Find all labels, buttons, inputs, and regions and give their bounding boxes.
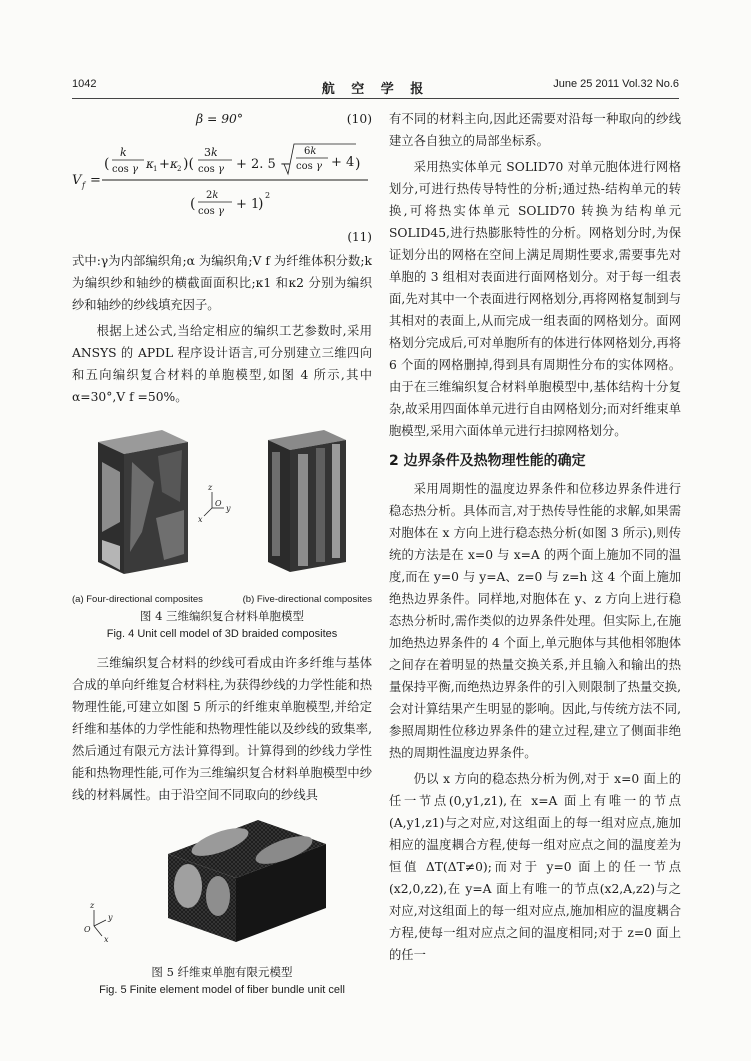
svg-text:x: x [104,935,109,944]
paragraph: 采用周期性的温度边界条件和位移边界条件进行稳态热分析。具体而言,对于热传导性能的求解,如果需对胞体在 x 方向上进行稳态热分析(如图 3 所示),则传统的方法是在 x=0 与 x=A 的两个面上施加不同的温度,而在 y=0 与 y=A、z=0 与 z=h 这 4 个面上施加绝热边界条件。同样地,对胞体在 y、z 方向上进行稳态热分析时,需作类似的边界条件处理。但实际上,在施加绝热边界条件的 4 个面上,单元胞体与其他相邻胞体之间存在着明显的热量交换关系,并且输入和输出的热量保持平衡,而绝热边界条件的引入则限制了热量交换,会对计算结果产生明显的影响。因此,与传统方法不同,参照周期性位移边界条件的建立过程,建立了侧面非绝热的周期性温度边界条件。 [389,482,681,760]
svg-text:(: ( [104,156,110,172]
paragraph: 三维编织复合材料的纱线可看成由许多纤维与基体合成的单向纤维复合材料柱,为获得纱线的力学性能和热物理性能,可建立如图 5 所示的纤维束单胞模型,并给定纤维和基体的力学性能和热物理性能以及纱线的致集率,然后通过有限元方法计算得到。计算得到的纱线力学性能和热物理性能,可作为三维编织复合材料单胞模型中纱线的材料属性。由于沿空间不同取向的纱线具 [72,656,372,802]
paragraph: 根据上述公式,当给定相应的编织工艺参数时,采用 ANSYS 的 APDL 程序设计语言,可分别建立三维四向和五向编织复合材料的单胞模型,如图 4 所示,其中 α=30°,V f =50%。 [72,324,372,404]
figure-5 [72,816,372,996]
svg-text:2: 2 [265,191,271,200]
svg-text:κ: κ [146,157,154,171]
fig5-caption-en: Fig. 5 Finite element model of fiber bundle unit cell [99,984,345,996]
svg-text:1: 1 [153,165,158,173]
left-column [72,108,372,996]
fiber-bundle-block [168,820,326,942]
svg-text:cos γ: cos γ [296,161,322,172]
journal-title: 航 空 学 报 [321,82,430,97]
svg-text:y: y [226,504,231,513]
fig4-subcaption-a: (a) Four-directional composites [72,594,203,605]
figure-4 [72,422,372,644]
svg-text:x: x [198,515,203,524]
equation-11-formula [72,130,372,250]
svg-text:f: f [82,181,85,190]
paragraph: 采用热实体单元 SOLID70 对单元胞体进行网格划分,可进行热传导特性的分析;通过热-结构单元的转换,可将热实体单元 SOLID70 转换为结构单元 SOLID45,进行热膨胀特性的分析。网格划分时,为保证划分出的网格在空间上满足周期性要求,需要事先对单胞的 3 组相对表面进行面网格划分。对于每一组表面,先对其中一个表面进行网格划分,再将网格复制到与其相对的表面上,从而完成一组表面的网格划分。面网格划分完成后,可对单胞所有的体进行体网格划分,再将 6 个面的网格删掉,得到具有周期性分布的实体网格。由于在三维编织复合材料单胞模型中,基体结构十分复杂,故采用四面体单元进行自由网格划分;而对纤维束单胞模型,采用六面体单元进行扫掠网格划分。 [389,160,681,438]
page-header [72,76,679,99]
paragraph: 式中:γ为内部编织角;α 为编织角;V f 为纤维体积分数;k 为编织纱和轴纱的横截面面积比;κ1 和κ2 分别为编织纱和轴纱的纱线填充因子。 [72,254,372,312]
svg-text:2: 2 [177,165,182,173]
equation-10-number: (10) [346,112,372,126]
svg-text:(: ( [190,196,196,212]
fiber-bundle-model-image [72,816,372,956]
five-directional-model [268,430,346,572]
right-column [389,108,681,966]
svg-text:=: = [90,173,101,188]
svg-text:cos γ: cos γ [198,206,224,217]
svg-text:z: z [90,901,95,910]
equation-11-lhs: V [72,173,82,188]
svg-text:)(: )( [183,156,194,172]
fig4-caption-en: Fig. 4 Unit cell model of 3D braided composites [106,628,338,640]
unit-cell-models-image [72,422,372,582]
fig4-caption-cn: 图 4 三维编织复合材料单胞模型 [139,609,305,623]
svg-text:cos γ: cos γ [198,164,224,175]
equation-11-number: (11) [347,230,372,244]
equation-10 [72,108,372,130]
svg-text:2k: 2k [206,190,219,201]
equation-10-body: β = 90° [196,112,244,126]
svg-text:O: O [84,925,91,934]
svg-text:+ 4: + 4 [331,155,355,170]
paragraph: 有不同的材料主向,因此还需要对沿每一种取向的纱线建立各自独立的局部坐标系。 [389,112,681,148]
svg-text:O: O [215,499,222,508]
section-heading: 2 边界条件及热物理性能的确定 [389,453,586,469]
fig4-subcaption-b: (b) Five-directional composites [242,594,372,605]
svg-text:+: + [159,157,170,172]
svg-text:+ 2. 5 −: + 2. 5 − [236,157,291,172]
svg-text:k: k [120,146,127,159]
svg-text:): ) [355,156,361,172]
svg-text:): ) [258,196,264,212]
fig5-caption-cn: 图 5 纤维束单胞有限元模型 [151,965,293,979]
svg-text:κ: κ [170,157,178,171]
svg-text:y: y [108,913,113,922]
svg-text:6k: 6k [304,146,317,157]
svg-text:z: z [208,483,213,492]
equation-11 [72,130,372,250]
issue-date: June 25 2011 Vol.32 No.6 [553,78,679,90]
paragraph: 仍以 x 方向的稳态热分析为例,对于 x=0 面上的任一节点(0,y1,z1),在 x=A 面上有唯一的节点(A,y1,z1)与之对应,对这组面上的每一组对应点,施加相应的温度耦合方程,使每一组对应点之间的温度差为恒值 ΔT(ΔT≠0);而对于 y=0 面上的任一节点(x2,0,z2),在 y=A 面上有唯一的节点(x2,A,z2)与之对应,对这组面上的每一组对应点,施加相应的温度耦合方程,使每一组对应点之间的温度相同;对于 z=0 面上的任一 [389,772,681,962]
svg-text:+ 1: + 1 [236,197,260,212]
svg-text:3k: 3k [204,146,218,159]
svg-text:cos γ: cos γ [112,164,138,175]
page-number: 1042 [72,78,97,90]
four-directional-model [98,430,188,574]
